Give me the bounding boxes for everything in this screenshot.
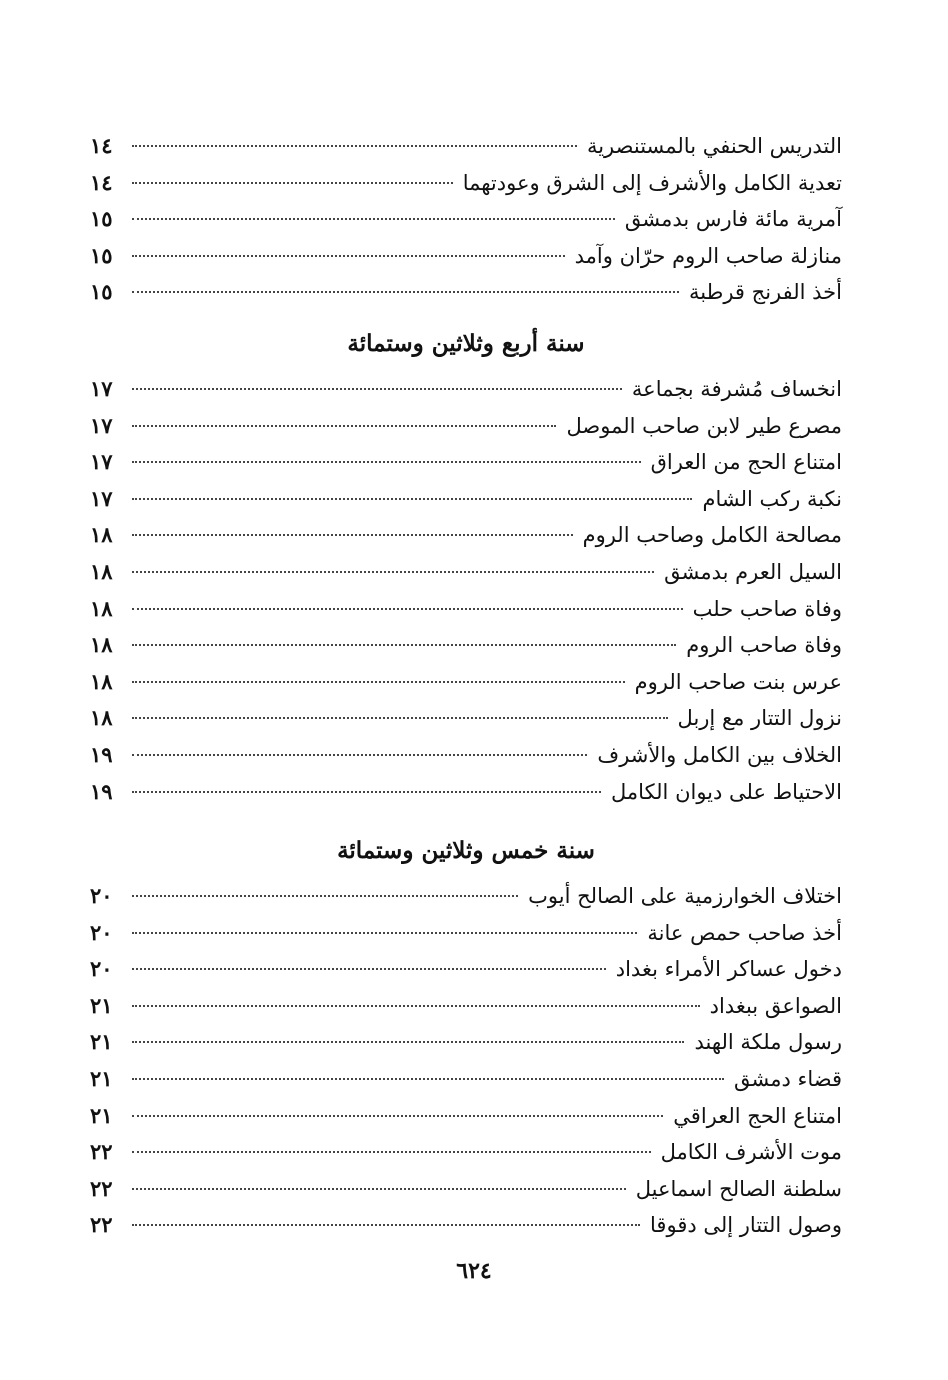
- toc-entry: [90, 554, 842, 591]
- toc-entry: [90, 664, 842, 701]
- toc-entry-title: منازلة صاحب الروم حرّان وآمد: [574, 243, 842, 268]
- toc-entry-title: السيل العرم بدمشق: [664, 559, 842, 584]
- dot-leader: [132, 1041, 684, 1043]
- toc-entry-title: الاحتياط على ديوان الكامل: [611, 779, 842, 804]
- toc-entry-page-number: ١٧: [90, 375, 113, 401]
- toc-entry: [90, 274, 842, 311]
- dot-leader: [132, 461, 641, 463]
- dot-leader: [132, 388, 622, 390]
- toc-list-top: [90, 128, 842, 311]
- toc-list-634: [90, 371, 842, 810]
- toc-entry-page-number: ٢١: [90, 1029, 113, 1055]
- toc-entry-page-number: ١٧: [90, 412, 113, 438]
- toc-entry: [90, 878, 842, 915]
- toc-entry: [90, 700, 842, 737]
- toc-entry: [90, 1207, 842, 1244]
- page-number: ٦٢٤: [456, 1258, 492, 1284]
- dot-leader: [132, 717, 668, 719]
- toc-entry-title: تعدية الكامل والأشرف إلى الشرق وعودتهما: [462, 170, 842, 195]
- toc-entry-page-number: ١٧: [90, 449, 113, 475]
- toc-entry: [90, 737, 842, 774]
- dot-leader: [132, 1224, 640, 1226]
- dot-leader: [132, 425, 556, 427]
- section-heading-635: سنة خمس وثلاثين وستمائة: [337, 837, 595, 865]
- toc-entry: [90, 1061, 842, 1098]
- toc-entry-title: مصالحة الكامل وصاحب الروم: [582, 523, 842, 548]
- toc-entry-title: وفاة صاحب حلب: [692, 596, 842, 621]
- toc-entry-title: سلطنة الصالح اسماعيل: [635, 1176, 842, 1201]
- toc-entry-page-number: ١٧: [90, 485, 113, 511]
- toc-entry-title: اختلاف الخوارزمية على الصالح أيوب: [528, 884, 842, 909]
- dot-leader: [132, 1115, 663, 1117]
- toc-entry-title: مصرع طير لابن صاحب الموصل: [566, 413, 842, 438]
- dot-leader: [132, 968, 606, 970]
- dot-leader: [132, 1005, 700, 1007]
- toc-entry-page-number: ٢٢: [90, 1175, 113, 1201]
- toc-entry: [90, 1171, 842, 1208]
- toc-entry-page-number: ١٥: [90, 279, 113, 305]
- toc-entry: [90, 627, 842, 664]
- toc-entry: [90, 371, 842, 408]
- toc-entry-page-number: ٢١: [90, 1066, 113, 1092]
- toc-entry-page-number: ١٥: [90, 242, 113, 268]
- toc-entry: [90, 128, 842, 165]
- toc-entry-title: نزول التتار مع إربل: [677, 706, 842, 731]
- toc-entry-title: امتناع الحج من العراق: [650, 450, 842, 475]
- toc-entry-page-number: ٢٢: [90, 1212, 113, 1238]
- toc-entry-title: آمرية مائة فارس بدمشق: [624, 207, 842, 232]
- dot-leader: [132, 932, 637, 934]
- toc-entry-page-number: ١٨: [90, 668, 113, 694]
- dot-leader: [132, 608, 683, 610]
- dot-leader: [132, 218, 615, 220]
- toc-entry-page-number: ٢٠: [90, 919, 113, 945]
- toc-entry: [90, 238, 842, 275]
- dot-leader: [132, 255, 565, 257]
- toc-entry-page-number: ٢١: [90, 1102, 113, 1128]
- toc-entry-title: نكبة ركب الشام: [702, 486, 842, 511]
- toc-entry: [90, 988, 842, 1025]
- toc-entry-title: الصواعق ببغداد: [709, 993, 842, 1018]
- toc-entry: [90, 1134, 842, 1171]
- toc-entry-page-number: ١٩: [90, 741, 113, 767]
- dot-leader: [132, 182, 453, 184]
- toc-entry-page-number: ١٨: [90, 632, 113, 658]
- toc-entry: [90, 591, 842, 628]
- dot-leader: [132, 291, 679, 293]
- dot-leader: [132, 681, 625, 683]
- section-heading-634: سنة أربع وثلاثين وستمائة: [347, 329, 585, 357]
- toc-entry-title: عرس بنت صاحب الروم: [634, 669, 842, 694]
- dot-leader: [132, 1078, 724, 1080]
- toc-entry-title: قضاء دمشق: [733, 1067, 842, 1092]
- toc-entry-title: رسول ملكة الهند: [694, 1030, 842, 1055]
- toc-entry-page-number: ١٨: [90, 558, 113, 584]
- toc-entry: [90, 517, 842, 554]
- toc-entry-page-number: ١٥: [90, 206, 113, 232]
- dot-leader: [132, 644, 676, 646]
- toc-entry-title: وفاة صاحب الروم: [686, 633, 842, 658]
- toc-entry-title: موت الأشرف الكامل: [660, 1140, 842, 1165]
- toc-entry-page-number: ١٨: [90, 705, 113, 731]
- dot-leader: [132, 145, 577, 147]
- toc-entry-page-number: ١٨: [90, 522, 113, 548]
- toc-entry: [90, 951, 842, 988]
- toc-entry-page-number: ٢٠: [90, 883, 113, 909]
- toc-entry-page-number: ٢٢: [90, 1139, 113, 1165]
- dot-leader: [132, 1151, 651, 1153]
- toc-entry: [90, 481, 842, 518]
- toc-entry-title: دخول عساكر الأمراء بغداد: [615, 957, 842, 982]
- toc-entry-page-number: ١٨: [90, 595, 113, 621]
- toc-entry: [90, 444, 842, 481]
- dot-leader: [132, 791, 601, 793]
- toc-entry-title: وصول التتار إلى دقوقا: [650, 1213, 842, 1238]
- toc-entry-page-number: ١٩: [90, 778, 113, 804]
- toc-entry: [90, 915, 842, 952]
- toc-entry: [90, 1024, 842, 1061]
- dot-leader: [132, 754, 587, 756]
- toc-entry: [90, 408, 842, 445]
- dot-leader: [132, 895, 518, 897]
- toc-entry-page-number: ٢١: [90, 992, 113, 1018]
- dot-leader: [132, 1188, 626, 1190]
- toc-entry-title: امتناع الحج العراقي: [673, 1103, 842, 1128]
- table-of-contents: [90, 128, 842, 1244]
- dot-leader: [132, 534, 573, 536]
- toc-list-635: [90, 878, 842, 1244]
- toc-entry-title: الخلاف بين الكامل والأشرف: [597, 742, 842, 767]
- toc-entry-title: التدريس الحنفي بالمستنصرية: [586, 134, 842, 158]
- toc-entry-page-number: ١٤: [90, 169, 113, 195]
- toc-entry: [90, 774, 842, 811]
- toc-entry-title: انخساف مُشرفة بجماعة: [631, 376, 842, 401]
- dot-leader: [132, 571, 654, 573]
- dot-leader: [132, 498, 692, 500]
- toc-entry-page-number: ١٤: [90, 133, 113, 158]
- toc-entry: [90, 201, 842, 238]
- toc-entry-title: أخذ صاحب حمص عانة: [647, 920, 842, 945]
- toc-entry: [90, 165, 842, 202]
- toc-entry-page-number: ٢٠: [90, 956, 113, 982]
- toc-entry: [90, 1098, 842, 1135]
- toc-entry-title: أخذ الفرنج قرطبة: [689, 280, 842, 305]
